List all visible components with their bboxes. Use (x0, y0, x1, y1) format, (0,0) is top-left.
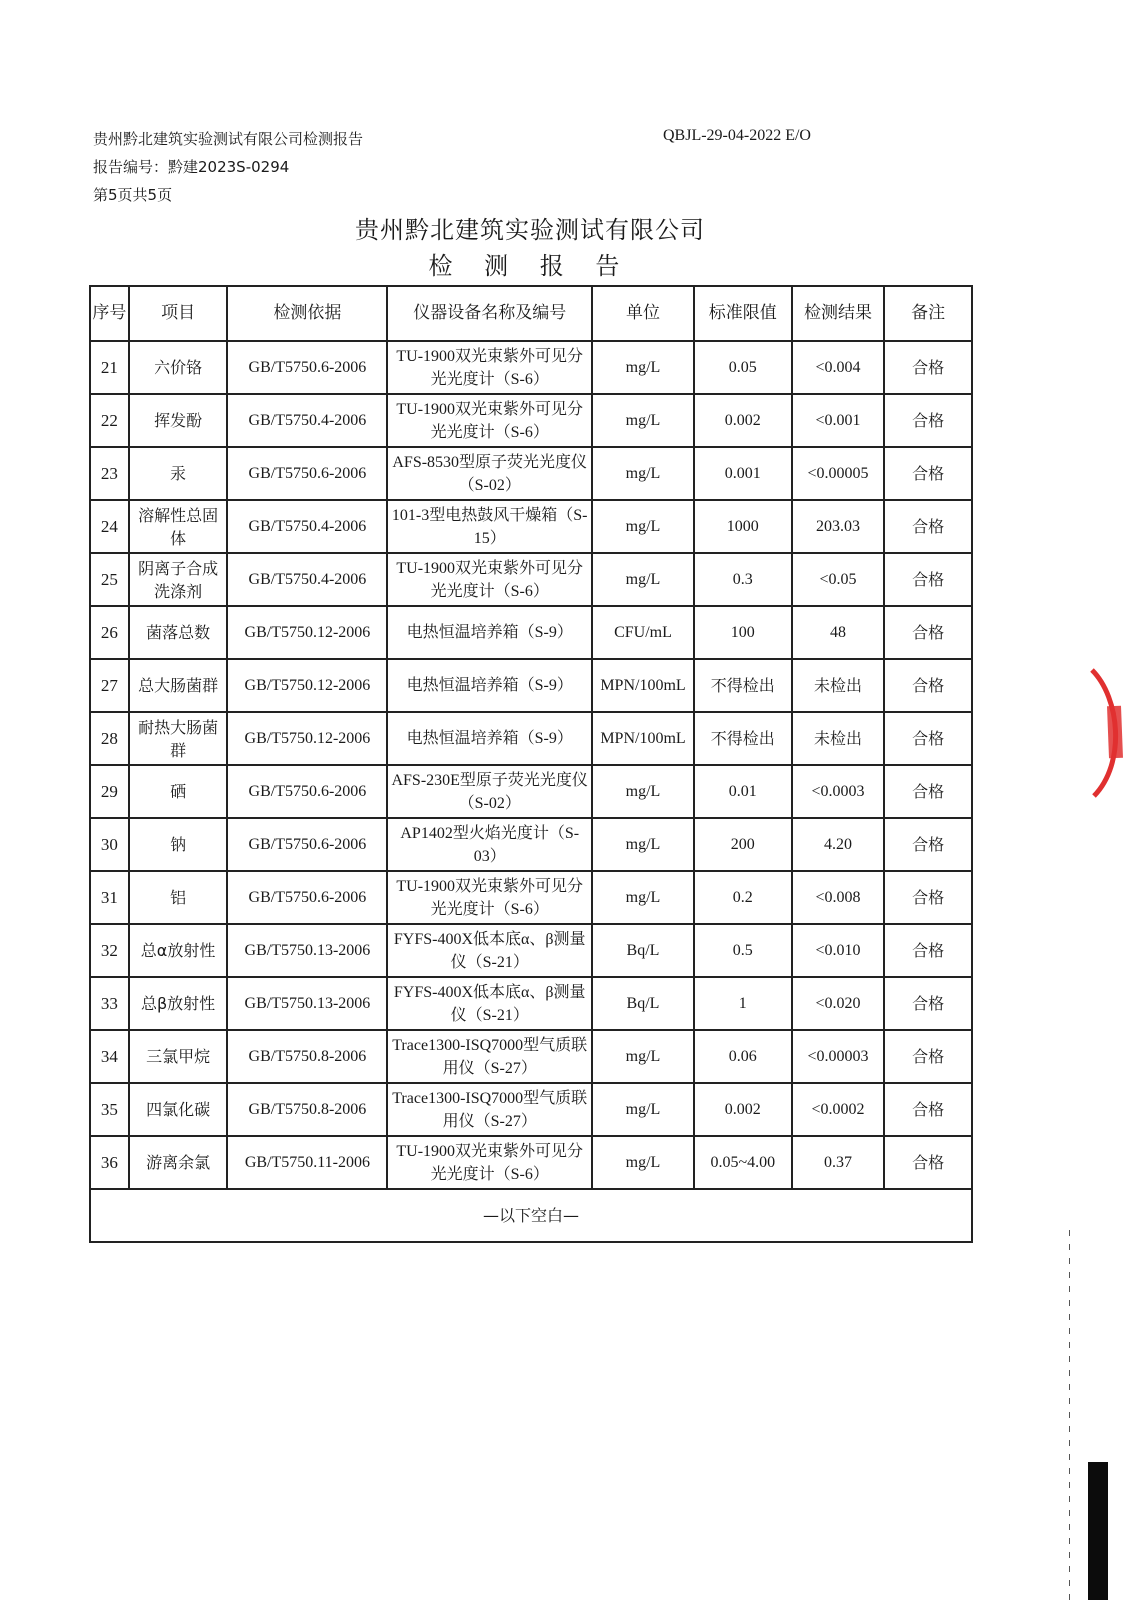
row-number: 30 (90, 818, 129, 871)
test-item: 挥发酚 (129, 394, 228, 447)
equipment: FYFS-400X低本底α、β测量仪（S-21） (387, 924, 592, 977)
scan-edge-mark (1088, 1462, 1108, 1600)
unit: mg/L (592, 871, 694, 924)
test-basis: GB/T5750.8-2006 (227, 1030, 387, 1083)
column-header: 仪器设备名称及编号 (387, 286, 592, 341)
test-item: 总β放射性 (129, 977, 228, 1030)
test-result: <0.004 (792, 341, 885, 394)
row-number: 29 (90, 765, 129, 818)
test-result: 未检出 (792, 712, 885, 765)
unit: mg/L (592, 500, 694, 553)
equipment: FYFS-400X低本底α、β测量仪（S-21） (387, 977, 592, 1030)
remark: 合格 (884, 924, 972, 977)
column-header: 检测结果 (792, 286, 885, 341)
equipment: 101-3型电热鼓风干燥箱（S-15） (387, 500, 592, 553)
test-item: 总大肠菌群 (129, 659, 228, 712)
equipment: 电热恒温培养箱（S-9） (387, 606, 592, 659)
column-header: 项目 (129, 286, 228, 341)
standard-limit: 0.06 (694, 1030, 792, 1083)
table-row (90, 659, 972, 712)
company-title: 贵州黔北建筑实验测试有限公司 (355, 216, 705, 244)
test-item: 钠 (129, 818, 228, 871)
unit: MPN/100mL (592, 712, 694, 765)
remark: 合格 (884, 1083, 972, 1136)
table-row (90, 447, 972, 500)
seal-arc-inner (1114, 706, 1116, 758)
standard-limit: 0.05~4.00 (694, 1136, 792, 1189)
equipment: AFS-8530型原子荧光光度仪（S-02） (387, 447, 592, 500)
doc-code: QBJL-29-04-2022 E/O (663, 127, 811, 144)
unit: mg/L (592, 553, 694, 606)
table-row (90, 1030, 972, 1083)
row-number: 33 (90, 977, 129, 1030)
test-basis: GB/T5750.13-2006 (227, 977, 387, 1030)
unit: mg/L (592, 1083, 694, 1136)
standard-limit: 0.2 (694, 871, 792, 924)
table-row (90, 606, 972, 659)
remark: 合格 (884, 1136, 972, 1189)
test-basis: GB/T5750.6-2006 (227, 341, 387, 394)
test-result: <0.0002 (792, 1083, 885, 1136)
remark: 合格 (884, 447, 972, 500)
table-row (90, 712, 972, 765)
standard-limit: 不得检出 (694, 659, 792, 712)
standard-limit: 0.05 (694, 341, 792, 394)
table-row (90, 1083, 972, 1136)
equipment: TU-1900双光束紫外可见分光光度计（S-6） (387, 553, 592, 606)
standard-limit: 0.01 (694, 765, 792, 818)
test-result: <0.0003 (792, 765, 885, 818)
standard-limit: 0.3 (694, 553, 792, 606)
test-basis: GB/T5750.6-2006 (227, 871, 387, 924)
standard-limit: 0.002 (694, 394, 792, 447)
remark: 合格 (884, 341, 972, 394)
standard-limit: 不得检出 (694, 712, 792, 765)
results-table (89, 285, 973, 1243)
test-item: 四氯化碳 (129, 1083, 228, 1136)
standard-limit: 0.5 (694, 924, 792, 977)
row-number: 26 (90, 606, 129, 659)
test-result: 48 (792, 606, 885, 659)
unit: mg/L (592, 394, 694, 447)
equipment: Trace1300-ISQ7000型气质联用仪（S-27） (387, 1083, 592, 1136)
test-basis: GB/T5750.13-2006 (227, 924, 387, 977)
test-item: 汞 (129, 447, 228, 500)
row-number: 28 (90, 712, 129, 765)
test-result: <0.010 (792, 924, 885, 977)
equipment: Trace1300-ISQ7000型气质联用仪（S-27） (387, 1030, 592, 1083)
row-number: 34 (90, 1030, 129, 1083)
remark: 合格 (884, 553, 972, 606)
row-number: 27 (90, 659, 129, 712)
table-header-row (90, 286, 972, 341)
page-info: 第5页共5页 (93, 186, 173, 204)
standard-limit: 0.002 (694, 1083, 792, 1136)
table-row (90, 341, 972, 394)
test-result: <0.020 (792, 977, 885, 1030)
remark: 合格 (884, 712, 972, 765)
test-basis: GB/T5750.4-2006 (227, 553, 387, 606)
test-item: 铝 (129, 871, 228, 924)
table-row (90, 500, 972, 553)
unit: mg/L (592, 765, 694, 818)
red-seal-stamp (1086, 668, 1135, 798)
table-row (90, 818, 972, 871)
row-number: 25 (90, 553, 129, 606)
remark: 合格 (884, 606, 972, 659)
report-number: 报告编号：黔建2023S-0294 (93, 158, 290, 176)
unit: mg/L (592, 1030, 694, 1083)
unit: MPN/100mL (592, 659, 694, 712)
report-title: 检 测 报 告 (428, 252, 632, 280)
remark: 合格 (884, 765, 972, 818)
standard-limit: 1 (694, 977, 792, 1030)
standard-limit: 0.001 (694, 447, 792, 500)
test-item: 游离余氯 (129, 1136, 228, 1189)
unit: Bq/L (592, 924, 694, 977)
test-basis: GB/T5750.6-2006 (227, 765, 387, 818)
test-basis: GB/T5750.8-2006 (227, 1083, 387, 1136)
test-basis: GB/T5750.11-2006 (227, 1136, 387, 1189)
column-header: 单位 (592, 286, 694, 341)
unit: mg/L (592, 341, 694, 394)
table-row (90, 1136, 972, 1189)
test-basis: GB/T5750.6-2006 (227, 447, 387, 500)
column-header: 备注 (884, 286, 972, 341)
test-item: 溶解性总固体 (129, 500, 228, 553)
column-header: 序号 (90, 286, 129, 341)
equipment: TU-1900双光束紫外可见分光光度计（S-6） (387, 341, 592, 394)
remark: 合格 (884, 394, 972, 447)
unit: mg/L (592, 818, 694, 871)
table-row (90, 871, 972, 924)
scan-edge-line (1069, 1230, 1070, 1600)
table-row (90, 765, 972, 818)
test-result: 未检出 (792, 659, 885, 712)
row-number: 31 (90, 871, 129, 924)
row-number: 35 (90, 1083, 129, 1136)
test-basis: GB/T5750.6-2006 (227, 818, 387, 871)
test-result: <0.05 (792, 553, 885, 606)
test-result: <0.00005 (792, 447, 885, 500)
standard-limit: 1000 (694, 500, 792, 553)
test-result: 0.37 (792, 1136, 885, 1189)
test-item: 三氯甲烷 (129, 1030, 228, 1083)
test-result: 4.20 (792, 818, 885, 871)
equipment: TU-1900双光束紫外可见分光光度计（S-6） (387, 871, 592, 924)
test-item: 阴离子合成洗涤剂 (129, 553, 228, 606)
test-item: 硒 (129, 765, 228, 818)
table-row (90, 977, 972, 1030)
test-basis: GB/T5750.12-2006 (227, 606, 387, 659)
remark: 合格 (884, 977, 972, 1030)
unit: CFU/mL (592, 606, 694, 659)
table-row (90, 553, 972, 606)
row-number: 36 (90, 1136, 129, 1189)
test-item: 总α放射性 (129, 924, 228, 977)
unit: mg/L (592, 447, 694, 500)
remark: 合格 (884, 659, 972, 712)
test-result: 203.03 (792, 500, 885, 553)
table-footer-row (90, 1189, 972, 1242)
unit: mg/L (592, 1136, 694, 1189)
equipment: 电热恒温培养箱（S-9） (387, 659, 592, 712)
company-report-label: 贵州黔北建筑实验测试有限公司检测报告 (93, 130, 364, 148)
row-number: 22 (90, 394, 129, 447)
equipment: AP1402型火焰光度计（S-03） (387, 818, 592, 871)
equipment: 电热恒温培养箱（S-9） (387, 712, 592, 765)
table-row (90, 924, 972, 977)
standard-limit: 200 (694, 818, 792, 871)
row-number: 32 (90, 924, 129, 977)
test-basis: GB/T5750.12-2006 (227, 712, 387, 765)
equipment: TU-1900双光束紫外可见分光光度计（S-6） (387, 1136, 592, 1189)
column-header: 检测依据 (227, 286, 387, 341)
row-number: 21 (90, 341, 129, 394)
blank-below-note: —以下空白— (90, 1189, 972, 1242)
remark: 合格 (884, 818, 972, 871)
test-basis: GB/T5750.4-2006 (227, 394, 387, 447)
test-result: <0.008 (792, 871, 885, 924)
test-item: 耐热大肠菌群 (129, 712, 228, 765)
table-row (90, 394, 972, 447)
remark: 合格 (884, 1030, 972, 1083)
test-result: <0.00003 (792, 1030, 885, 1083)
remark: 合格 (884, 500, 972, 553)
test-basis: GB/T5750.4-2006 (227, 500, 387, 553)
unit: Bq/L (592, 977, 694, 1030)
equipment: TU-1900双光束紫外可见分光光度计（S-6） (387, 394, 592, 447)
remark: 合格 (884, 871, 972, 924)
column-header: 标准限值 (694, 286, 792, 341)
row-number: 23 (90, 447, 129, 500)
test-item: 菌落总数 (129, 606, 228, 659)
row-number: 24 (90, 500, 129, 553)
standard-limit: 100 (694, 606, 792, 659)
test-result: <0.001 (792, 394, 885, 447)
test-basis: GB/T5750.12-2006 (227, 659, 387, 712)
test-item: 六价铬 (129, 341, 228, 394)
equipment: AFS-230E型原子荧光光度仪（S-02） (387, 765, 592, 818)
